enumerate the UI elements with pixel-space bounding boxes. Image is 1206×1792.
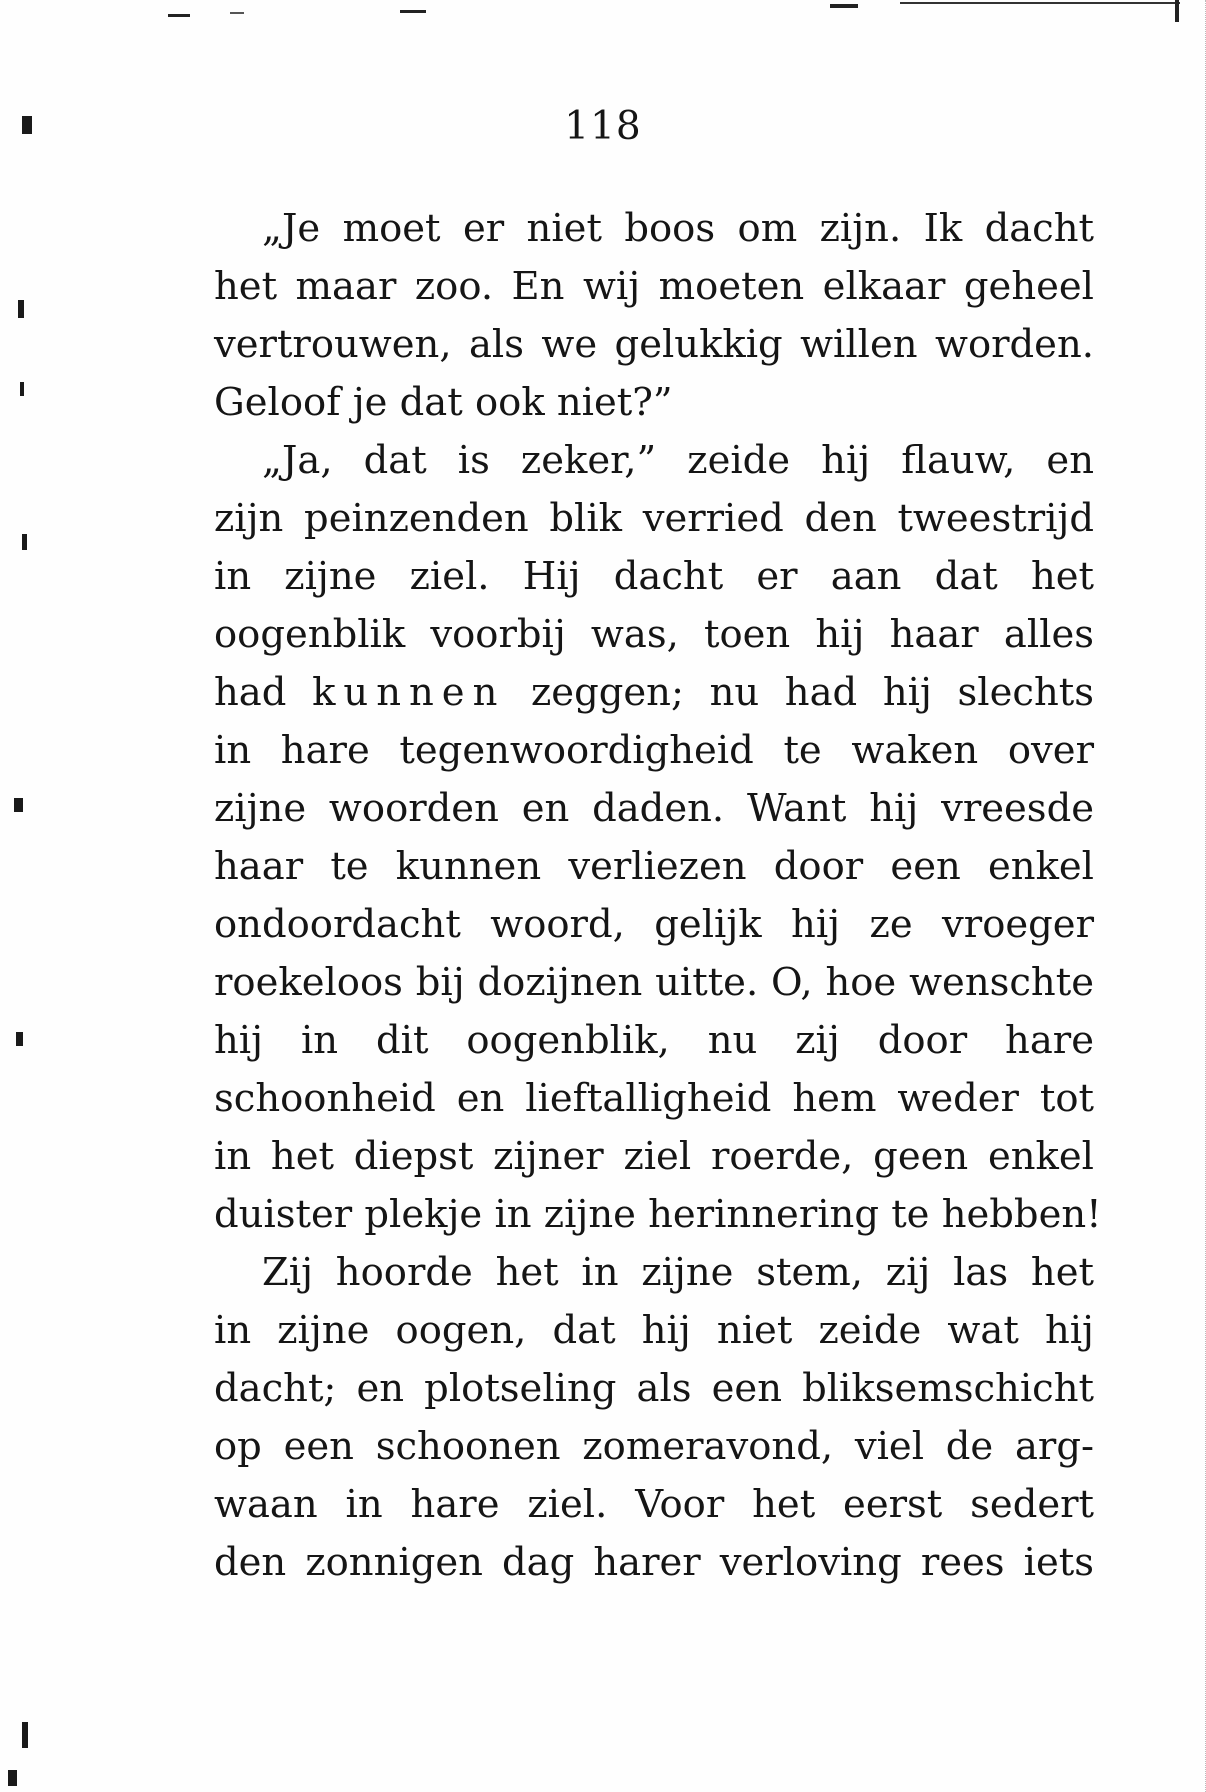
text-line: haar te kunnen verliezen door een enkel	[214, 844, 1094, 889]
page-number: 118	[564, 104, 642, 149]
text-line: „Ja, dat is zeker,” zeide hij flauw, en	[262, 438, 1094, 483]
text-fragment: zeggen; nu had hij slechts	[531, 670, 1094, 715]
text-line: hij in dit oogenblik, nu zij door hare	[214, 1018, 1094, 1063]
text-line: Geloof je dat ook niet?”	[214, 380, 673, 425]
text-line: in het diepst zijner ziel roerde, geen enkel	[214, 1134, 1094, 1179]
margin-mark	[16, 1032, 23, 1046]
text-line: waan in hare ziel. Voor het eerst sedert	[214, 1482, 1094, 1527]
margin-mark	[22, 534, 27, 550]
margin-mark	[14, 798, 23, 812]
text-line: het maar zoo. En wij moeten elkaar geheel	[214, 264, 1094, 309]
margin-mark	[20, 382, 24, 396]
text-line: schoonheid en lieftalligheid hem weder tot	[214, 1076, 1094, 1121]
text-line: op een schoonen zomeravond, viel de arg-	[214, 1424, 1094, 1469]
text-line: in hare tegenwoordigheid te waken over	[214, 728, 1094, 773]
text-line: in zijne ziel. Hij dacht er aan dat het	[214, 554, 1094, 599]
margin-mark	[22, 1722, 28, 1748]
scan-right-edge	[1192, 0, 1206, 1792]
text-line: zijne woorden en daden. Want hij vreesde	[214, 786, 1094, 831]
text-line: vertrouwen, als we gelukkig willen worden.	[214, 322, 1094, 367]
emphasized-word: kunnen	[312, 670, 506, 715]
text-line: ondoordacht woord, gelijk hij ze vroeger	[214, 902, 1094, 947]
margin-mark	[8, 1770, 17, 1786]
text-line: zijn peinzenden blik verried den tweestrijd	[214, 496, 1094, 541]
text-line: roekeloos bij dozijnen uitte. O, hoe wenschte	[214, 960, 1094, 1005]
scan-top-edge	[0, 0, 1206, 30]
text-line: „Je moet er niet boos om zijn. Ik dacht	[262, 206, 1094, 251]
text-line: oogenblik voorbij was, toen hij haar alles	[214, 612, 1094, 657]
text-line: in zijne oogen, dat hij niet zeide wat hij	[214, 1308, 1094, 1353]
margin-mark	[18, 300, 24, 318]
text-line: dacht; en plotseling als een bliksemschicht	[214, 1366, 1094, 1411]
text-line: den zonnigen dag harer verloving rees iets	[214, 1540, 1094, 1585]
text-line: Zij hoorde het in zijne stem, zij las het	[262, 1250, 1094, 1295]
text-line	[214, 664, 1094, 722]
text-line: duister plekje in zijne herinnering te hebben!	[214, 1192, 1102, 1237]
text-fragment: had	[214, 670, 287, 715]
body-text	[214, 200, 1102, 1592]
